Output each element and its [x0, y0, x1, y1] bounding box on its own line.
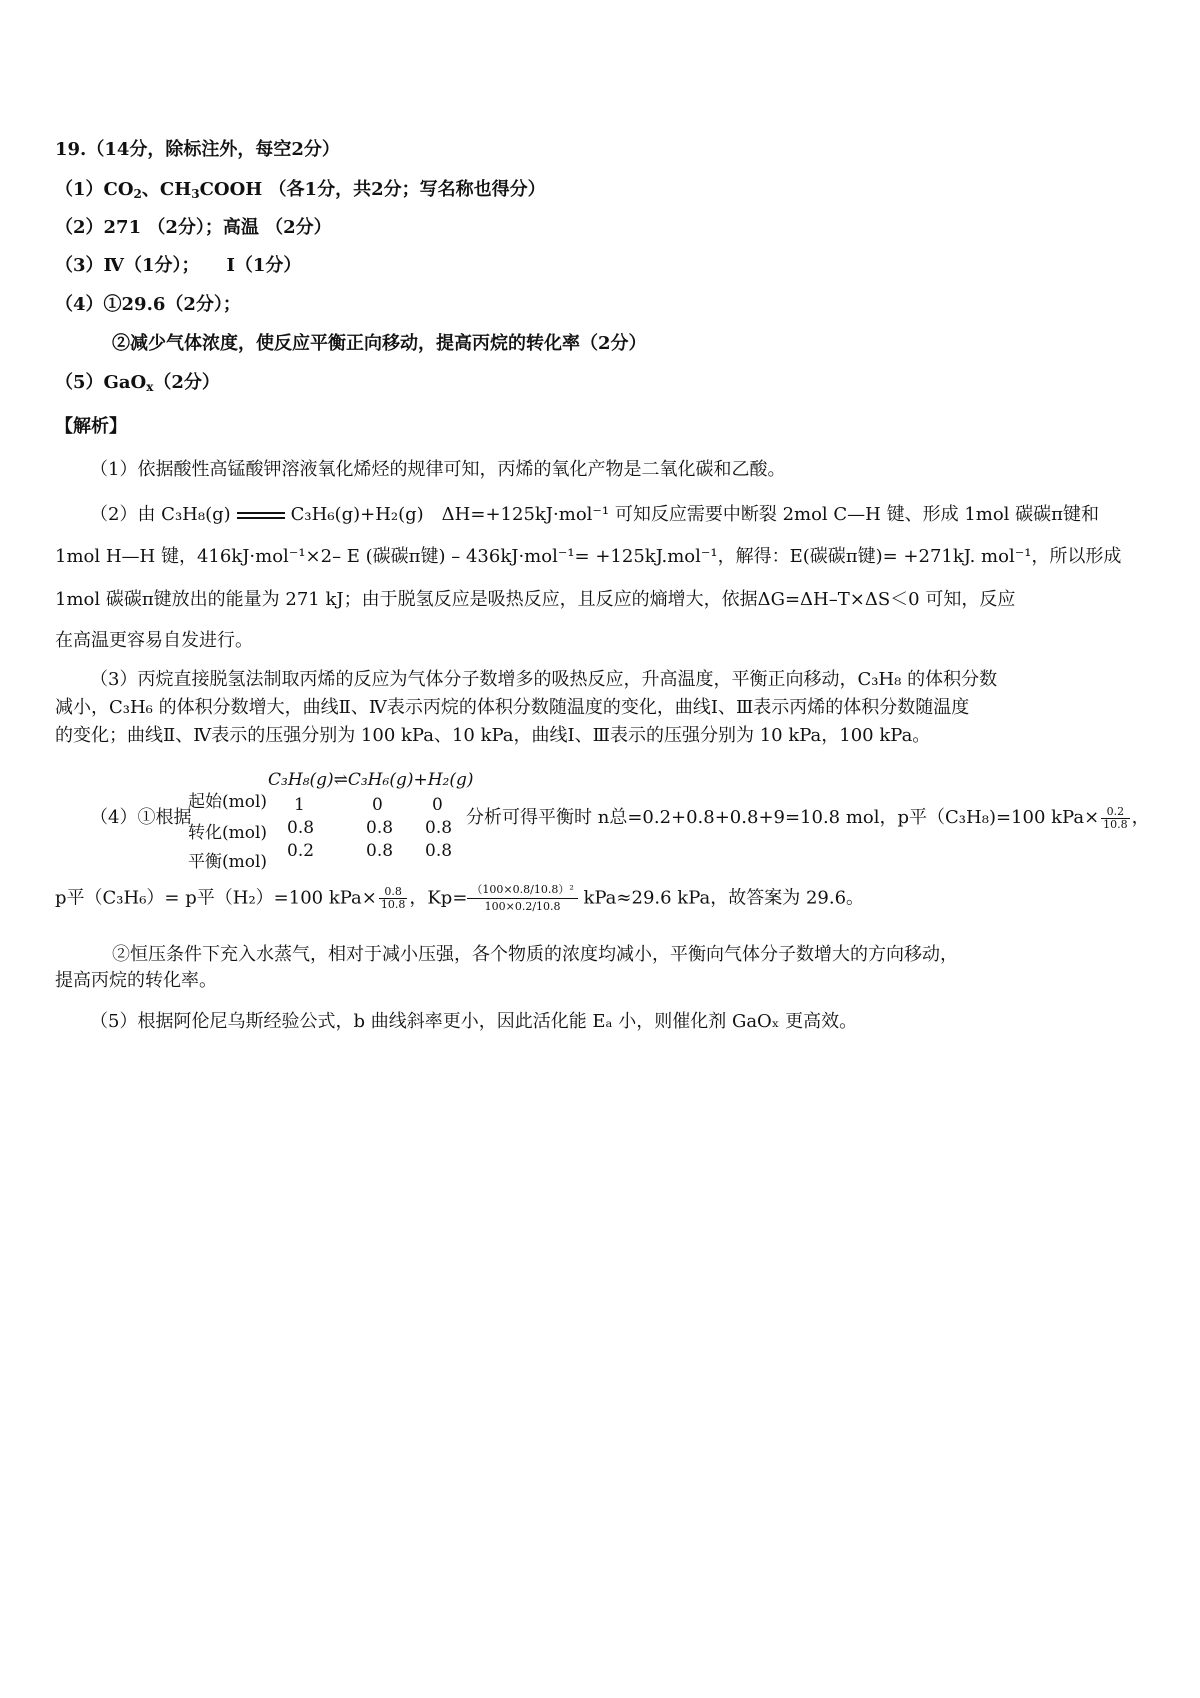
ice-start-c3h8: 1 — [294, 795, 305, 815]
fraction-c3h6-den: 10.8 — [380, 898, 406, 911]
answer-1-sub-a: 2 — [133, 187, 142, 201]
fraction-c3h6 — [379, 886, 408, 911]
analysis-title: 【解析】 — [55, 416, 127, 437]
analysis-part-2-line-1 — [90, 502, 1099, 528]
partial-pressure-c3h8-text: 分析可得平衡时 n总=0.2+0.8+0.8+9=10.8 mol，p平（C₃H₈)=100 kPa× — [466, 807, 1100, 828]
analysis-part-2-line-3: 1mol 碳碳π键放出的能量为 271 kJ；由于脱氢反应是吸热反应，且反应的熵增大，依据ΔG=ΔH–T×ΔS＜0 可知，反应 — [55, 589, 1016, 610]
analysis-part-2-line-4: 在高温更容易自发进行。 — [55, 630, 253, 651]
answer-1-text-a: （1）CO — [55, 179, 134, 200]
ice-start-h2: 0 — [432, 795, 443, 815]
reaction-rest: C₃H₆(g)+H₂(g) ΔH=+125kJ·mol⁻¹ 可知反应需要中断裂 2mol C—H 键、形成 1mol 碳碳π键和 — [290, 504, 1099, 525]
kp-result: kPa≈29.6 kPa，故答案为 29.6。 — [577, 887, 865, 909]
ice-equation: C₃H₈(g)⇌C₃H₆(g)+H₂(g) — [268, 770, 474, 790]
answer-5-text-a: （5）GaO — [55, 372, 147, 393]
fraction-c3h8-den: 10.8 — [1103, 817, 1128, 831]
analysis-part-4-2-line-1: ②恒压条件下充入水蒸气，相对于减小压强，各个物质的浓度均减小，平衡向气体分子数增大的方向移动， — [112, 944, 958, 965]
ice-change-c3h6: 0.8 — [366, 818, 394, 838]
analysis-part-3-line-2: 减小，C₃H₆ 的体积分数增大，曲线Ⅱ、Ⅳ表示丙烷的体积分数随温度的变化，曲线Ⅰ、Ⅲ表示丙烯的体积分数随温度 — [55, 697, 970, 718]
analysis-part-3-line-3: 的变化；曲线Ⅱ、Ⅳ表示的压强分别为 100 kPa、10 kPa，曲线Ⅰ、Ⅲ表示的压强分别为 10 kPa，100 kPa。 — [55, 725, 931, 746]
answer-3: （3）Ⅳ（1分）； Ⅰ（1分） — [55, 255, 302, 276]
trailing-comma: ， — [1131, 807, 1150, 828]
answer-5 — [55, 370, 220, 396]
analysis-part-2-line-2: 1mol H—H 键，416kJ·mol⁻¹×2– E (碳碳π键) – 436kJ·mol⁻¹= +125kJ.mol⁻¹，解得：E(碳碳π键)= +271kJ. mol⁻¹，所以形成 — [55, 546, 1122, 567]
question-header: 19.（14分，除标注外，每空2分） — [55, 139, 340, 160]
answer-5-text-b: （2分） — [153, 372, 220, 393]
reaction-reactant: （2）由 C₃H₈(g) — [90, 504, 231, 525]
kp-fraction — [467, 884, 577, 913]
answer-1-sub-b: 3 — [191, 187, 200, 201]
equilibrium-arrow-icon — [237, 510, 285, 520]
kp-denominator: 100×0.2/10.8 — [484, 900, 561, 913]
ice-change-c3h8: 0.8 — [287, 818, 315, 838]
answer-5-sub: x — [146, 380, 154, 394]
answer-1-text-b: 、CH — [141, 179, 192, 200]
ice-row-label-change: 转化(mol) — [188, 823, 268, 843]
ice-change-h2: 0.8 — [425, 818, 453, 838]
analysis-part-4-kp-line — [55, 884, 864, 913]
fraction-c3h8-num: 0.2 — [1101, 806, 1130, 819]
answer-4-2: ②减少气体浓度，使反应平衡正向移动，提高丙烷的转化率（2分） — [112, 333, 647, 354]
fraction-c3h8 — [1101, 806, 1130, 831]
analysis-part-5: （5）根据阿伦尼乌斯经验公式，b 曲线斜率更小，因此活化能 Eₐ 小，则催化剂 GaOₓ 更高效。 — [90, 1011, 858, 1032]
analysis-part-1: （1）依据酸性高锰酸钾溶液氧化烯烃的规律可知，丙烯的氧化产物是二氧化碳和乙酸。 — [90, 459, 786, 480]
answer-4-1: （4）①29.6（2分）； — [55, 294, 241, 315]
fraction-c3h6-num: 0.8 — [379, 886, 408, 899]
ice-eq-c3h8: 0.2 — [287, 841, 315, 861]
answer-1-text-c: COOH （各1分，共2分；写名称也得分） — [199, 179, 546, 200]
answer-2: （2）271 （2分）；高温 （2分） — [55, 217, 332, 238]
ice-row-label-start: 起始(mol) — [188, 792, 268, 812]
analysis-part-4-after — [466, 805, 1150, 831]
analysis-part-4-lead: （4）①根据 — [90, 807, 192, 828]
analysis-part-4-2-line-2: 提高丙烷的转化率。 — [55, 970, 217, 991]
partial-pressure-c3h6-text: p平（C₃H₆）= p平（H₂）=100 kPa× — [55, 887, 377, 909]
ice-row-label-equilibrium: 平衡(mol) — [188, 852, 268, 872]
ice-start-c3h6: 0 — [372, 795, 383, 815]
kp-numerator: （100×0.8/10.8）² — [467, 884, 577, 899]
ice-eq-h2: 0.8 — [425, 841, 453, 861]
answer-1 — [55, 177, 546, 203]
analysis-part-3-line-1: （3）丙烷直接脱氢法制取丙烯的反应为气体分子数增多的吸热反应，升高温度，平衡正向移动，C₃H₈ 的体积分数 — [90, 669, 998, 690]
kp-label: ，Kp= — [409, 887, 468, 909]
ice-eq-c3h6: 0.8 — [366, 841, 394, 861]
